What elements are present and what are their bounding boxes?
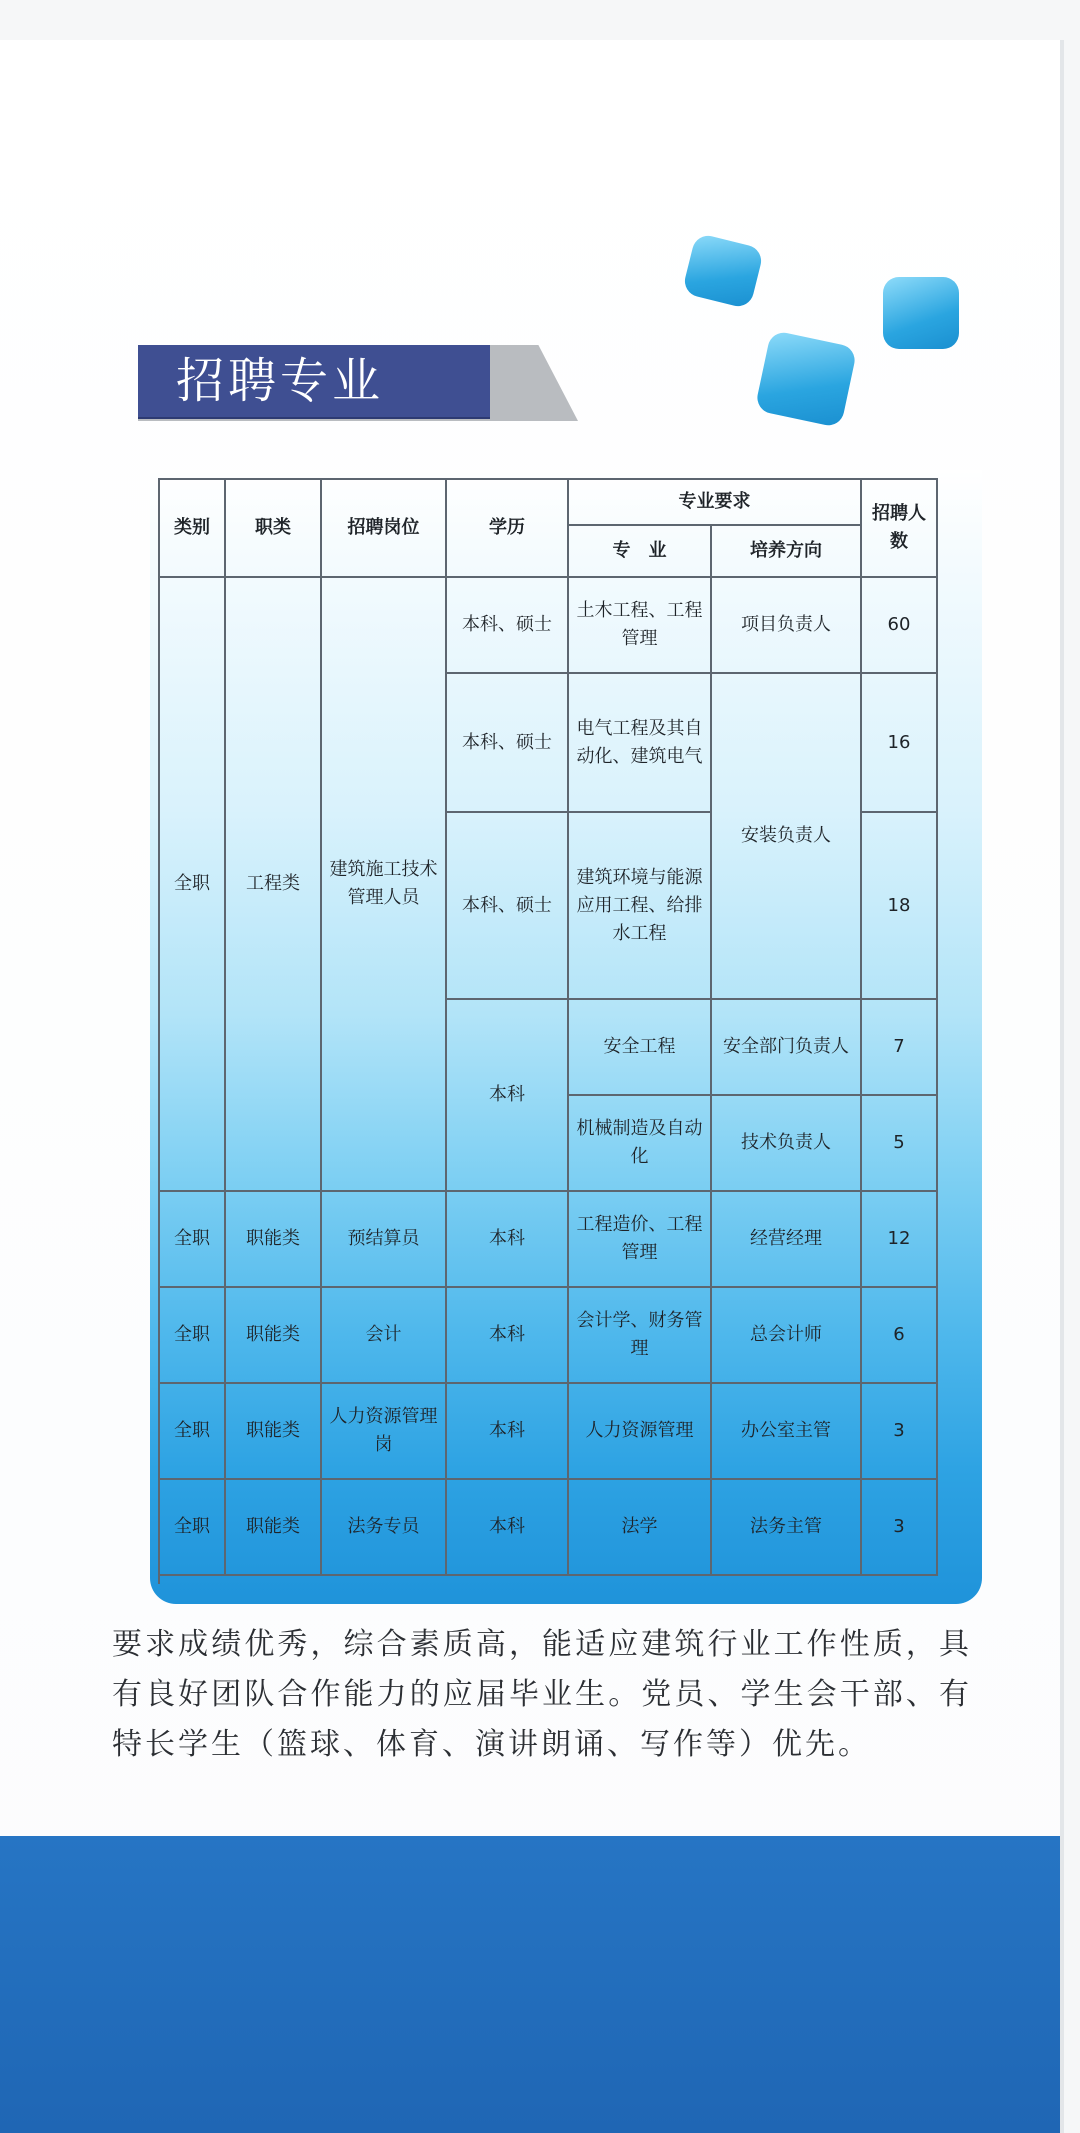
decorative-square-icon (883, 277, 959, 349)
table-row-3-direction: 办公室主管 (712, 1384, 862, 1480)
table-row-4-category: 全职 (160, 1480, 226, 1576)
requirements-note: 要求成绩优秀，综合素质高，能适应建筑行业工作性质，具有良好团队合作能力的应届毕业生。党员、学生会干部、有特长学生（篮球、体育、演讲朗诵、写作等）优先。 (112, 1627, 972, 1762)
table-row-3-major: 人力资源管理 (569, 1384, 712, 1480)
eng-direction-cell-2-3: 安装负责人 (712, 674, 862, 1000)
table-row-2-count: 6 (862, 1288, 938, 1384)
table-row-2-category: 全职 (160, 1288, 226, 1384)
eng-major-cell-5: 机械制造及自动化 (569, 1096, 712, 1192)
decorative-square-icon (754, 330, 857, 429)
table-row-4-major: 法学 (569, 1480, 712, 1576)
table-row-3-count: 3 (862, 1384, 938, 1480)
table-row-2-direction: 总会计师 (712, 1288, 862, 1384)
eng-count-cell-2: 16 (862, 674, 938, 813)
header-job-type: 职类 (226, 480, 322, 578)
eng-education-cell-2: 本科、硕士 (447, 674, 569, 813)
eng-major-cell-3: 建筑环境与能源应用工程、给排水工程 (569, 813, 712, 1000)
eng-count-cell-1: 60 (862, 578, 938, 674)
eng-category-cell: 全职 (160, 578, 226, 1192)
table-row-1-education: 本科 (447, 1192, 569, 1288)
table-row-3-job-type: 职能类 (226, 1384, 322, 1480)
table-row-2-position: 会计 (322, 1288, 447, 1384)
header-major: 专 业 (569, 526, 712, 578)
table-row-3-education: 本科 (447, 1384, 569, 1480)
eng-education-cell-3: 本科、硕士 (447, 813, 569, 1000)
table-row-1-job-type: 职能类 (226, 1192, 322, 1288)
decorative-square-icon (682, 232, 765, 309)
eng-position-cell: 建筑施工技术管理人员 (322, 578, 447, 1192)
header-position: 招聘岗位 (322, 480, 447, 578)
table-row-4-job-type: 职能类 (226, 1480, 322, 1576)
eng-major-cell-4: 安全工程 (569, 1000, 712, 1096)
eng-job-type-cell: 工程类 (226, 578, 322, 1192)
table-row-4-count: 3 (862, 1480, 938, 1576)
eng-count-cell-4: 7 (862, 1000, 938, 1096)
section-heading-banner (138, 345, 578, 421)
eng-direction-cell-4: 安全部门负责人 (712, 1000, 862, 1096)
header-major-requirements: 专业要求 (569, 480, 862, 526)
eng-count-cell-3: 18 (862, 813, 938, 1000)
table-row-1-category: 全职 (160, 1192, 226, 1288)
recruitment-table (158, 478, 938, 1584)
table-row-4-education: 本科 (447, 1480, 569, 1576)
table-row-1-direction: 经营经理 (712, 1192, 862, 1288)
eng-direction-cell-1: 项目负责人 (712, 578, 862, 674)
eng-education-cell-1: 本科、硕士 (447, 578, 569, 674)
table-row-2-job-type: 职能类 (226, 1288, 322, 1384)
header-headcount: 招聘人数 (862, 480, 938, 578)
footer-blue-band (0, 1836, 1060, 2133)
recruitment-table-panel (150, 470, 982, 1604)
eng-count-cell-5: 5 (862, 1096, 938, 1192)
table-row-1-position: 预结算员 (322, 1192, 447, 1288)
eng-education-cell-4-5: 本科 (447, 1000, 569, 1192)
eng-major-cell-2: 电气工程及其自动化、建筑电气 (569, 674, 712, 813)
table-row-1-count: 12 (862, 1192, 938, 1288)
table-row-2-education: 本科 (447, 1288, 569, 1384)
header-category: 类别 (160, 480, 226, 578)
table-row-3-position: 人力资源管理岗 (322, 1384, 447, 1480)
header-direction: 培养方向 (712, 526, 862, 578)
table-row-1-major: 工程造价、工程管理 (569, 1192, 712, 1288)
table-row-4-direction: 法务主管 (712, 1480, 862, 1576)
table-row-4-position: 法务专员 (322, 1480, 447, 1576)
table-row-3-category: 全职 (160, 1384, 226, 1480)
header-education: 学历 (447, 480, 569, 578)
eng-direction-cell-5: 技术负责人 (712, 1096, 862, 1192)
eng-major-cell-1: 土木工程、工程管理 (569, 578, 712, 674)
table-row-2-major: 会计学、财务管理 (569, 1288, 712, 1384)
section-title: 招聘专业 (176, 353, 385, 409)
